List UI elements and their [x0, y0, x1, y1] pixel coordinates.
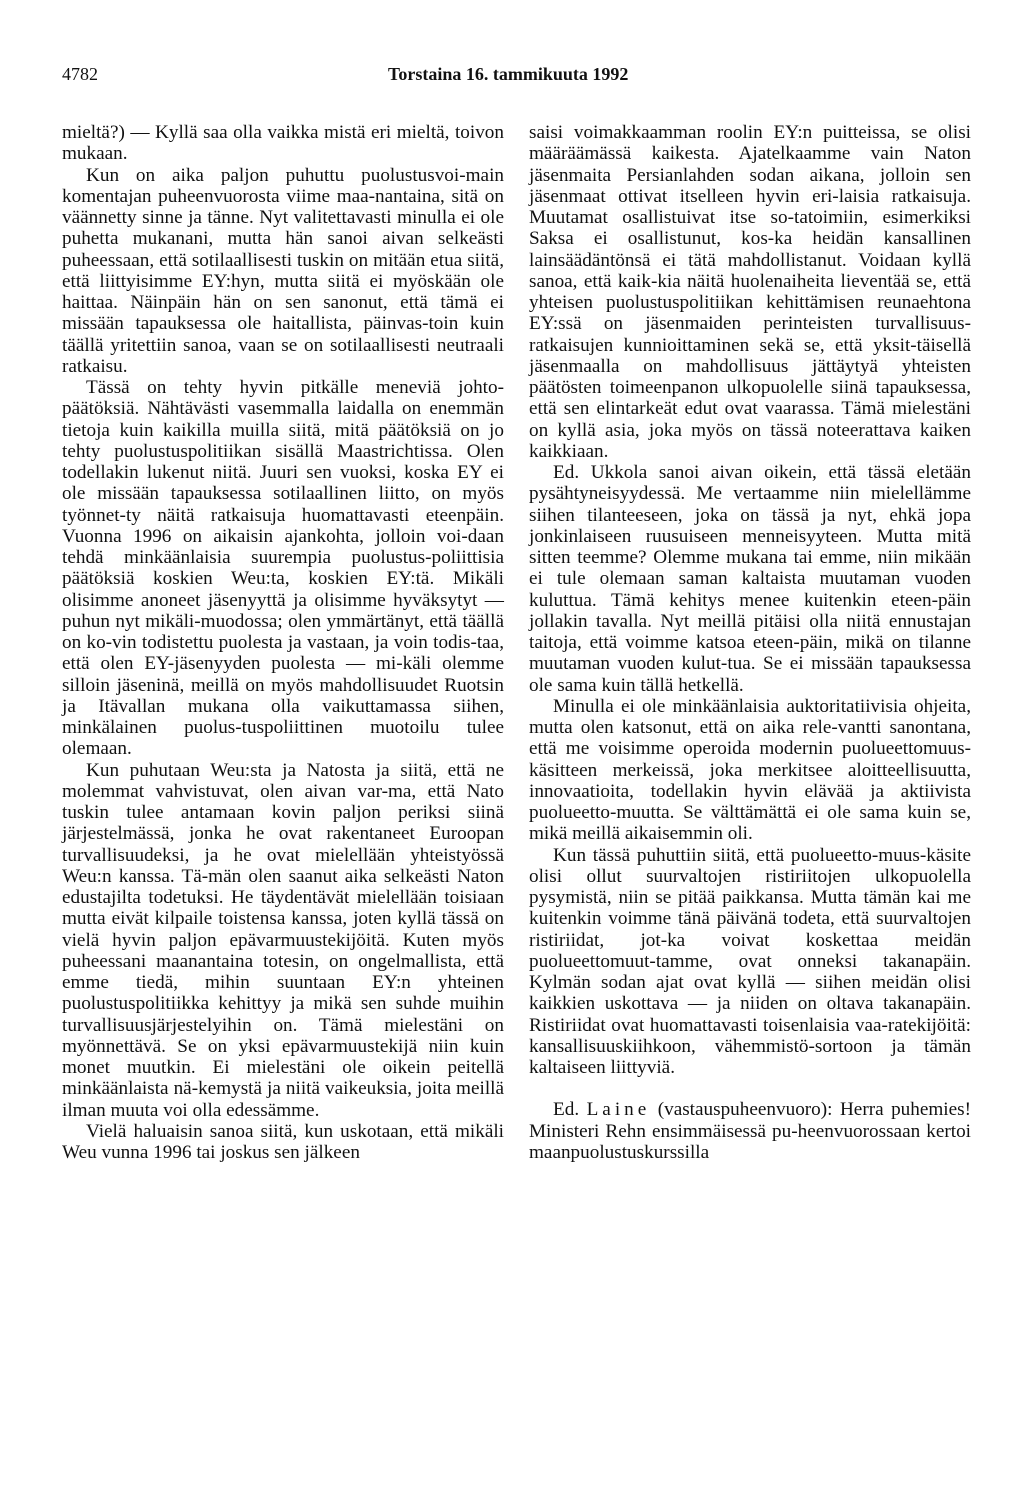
- speaker-prefix: Ed.: [553, 1099, 580, 1121]
- speaker-name: Laine: [586, 1099, 651, 1121]
- speaker-paragraph: [529, 1099, 971, 1163]
- paragraph: Vielä haluaisin sanoa siitä, kun uskotaan, että mikäli Weu vunna 1996 tai joskus sen jälkeen: [62, 1120, 504, 1163]
- right-column: [529, 122, 971, 1163]
- paragraph: Kun puhutaan Weu:sta ja Natosta ja siitä, että ne molemmat vahvistuvat, olen aivan var-ma, että Nato tuskin tulee antamaan kovin paljon periksi siinä järjestelmässä, jonka he ovat rakentaneet Euroopan turvallisuudeksi, ja he ovat mielellään yhteistyössä Weu:n kanssa. Tä-män olen saanut aika selkeästi Naton edustajilta todetuksi. He täydentävät mielellään toisiaan mutta eivät kilpaile toistensa kanssa, joten kyllä tässä on vielä hyvin paljon epävarmuustekijöitä. Kuten myös puheessani maanantaina totesin, on ongelmallista, että emme tiedä, mihin suuntaan EY:n yhteinen puolustuspolitiikka kehittyy ja mikä sen suhde muihin turvallisuusjärjestelyihin on. Tämä mielestäni on myönnettävä. Se on yksi epävarmuustekijä niin kuin monet muutkin. Ei mielestäni ole oikein peitellä minkäänlaista nä-kemystä ja niitä vaikeuksia, joita meillä ilman muuta voi olla edessämme.: [62, 759, 504, 1121]
- page-number: 4782: [62, 64, 98, 84]
- speaker-text: Herra puhemies! Ministeri Rehn ensimmäisessä pu-heenvuorossaan kertoi maanpuolustuskurssilla: [529, 1099, 971, 1163]
- paragraph: Ed. Ukkola sanoi aivan oikein, että tässä eletään pysähtyneisyydessä. Me vertaamme niin mielellämme siihen tilanteeseen, joka on tässä ja nyt, ehkä jopa jonkinlaiseen ruusuiseen menneisyyteen. Mutta mitä sitten teemme? Olemme mukana tai emme, niin mikään ei tule olemaan saman kaltaista muutaman vuoden kuluttua. Tämä kehitys menee kuitenkin eteen-päin jollakin tavalla. Nyt meillä pitäisi olla niitä ennustajan taitoja, että voimme katsoa eteen-päin, mikä on tilanne muutaman vuoden kulut-tua. Se ei missään tapauksessa ole sama kuin tällä hetkellä.: [529, 462, 971, 696]
- page-header: [62, 64, 992, 88]
- paragraph: Minulla ei ole minkäänlaisia auktoritatiivisia ohjeita, mutta olen katsonut, että on aika rele-vantti sanontana, että me voisimme operoida modernin puolueettomuus-käsitteen merkeissä, joka merkitsee aloitteellisuutta, innovaatioita, todellakin hyvin elävää ja aktiivista puolueetto-muutta. Se välttämättä ei ole sama kuin se, mikä meillä aikaisemmin oli.: [529, 695, 971, 845]
- speaker-role: (vastauspuheenvuoro):: [657, 1099, 833, 1121]
- paragraph: Tässä on tehty hyvin pitkälle meneviä johto-päätöksiä. Nähtävästi vasemmalla laidalla on enemmän tietoja kuin kaikilla muilla siitä, mitä päätöksiä on jo tehty puolustuspolitiikan sisällä Maastrichtissa. Olen todellakin lukenut niitä. Juuri sen vuoksi, koska EY ei ole missään tapauksessa sotilaallinen liitto, on myös työnnet-ty näitä ratkaisuja huomattavasti eteenpäin. Vuonna 1996 on aikaisin ajankohta, jolloin voi-daan tehdä minkäänlaisia suurempia puolustus-poliittisia päätöksiä koskien Weu:ta, koskien EY:tä. Mikäli olisimme anoneet jäsenyyttä ja olisimme hyväksytyt — puhun nyt mikäli-muodossa; olen ymmärtänyt, että täällä on ko-vin todistettu puolesta ja vastaan, ja voin todis-taa, että olen EY-jäsenyyden puolesta — mi-käli olemme silloin jäseninä, meillä on myös mahdollisuudet Ruotsin ja Itävallan mukana olla vaikuttamassa siihen, minkälainen puolus-tuspoliittinen muotoilu tulee olemaan.: [62, 377, 504, 760]
- paragraph: Kun tässä puhuttiin siitä, että puolueetto-muus-käsite olisi ollut suurvaltojen ristiriitojen ulkopuolella pysymistä, niin se pitää paikkansa. Mutta tämän kai me kuitenkin voimme tänä päivänä todeta, että suurvaltojen ristiriidat, jot-ka voivat koskettaa meidän puolueettomuut-tamme, ovat onneksi takanapäin. Kylmän sodan ajat ovat kyllä — siihen meidän olisi kaikkien uskottava — ja niiden on oltava takanapäin. Ristiriidat ovat huomattavasti toisenlaisia vaa-ratekijöitä: kansallisuuskiihkoon, vähemmistö-sortoon ja tämän kaltaiseen liittyviä.: [529, 844, 971, 1078]
- paragraph: Kun on aika paljon puhuttu puolustusvoi-main komentajan puheenvuorosta viime maa-nantaina, sitä on väännetty sinne ja tänne. Nyt valitettavasti minulla ei ole puhetta mukanani, mutta hän sanoi aivan selkeästi puheessaan, että sotilaallisesti tuskin on mitään etua siitä, että liittyisimme EY:hyn, mutta siitä ei myöskään ole haittaa. Näinpäin hän on sen sanonut, että tämä ei missään tapauksessa ole haitallista, päinvas-toin kuin täällä yritettiin sanoa, vaan se on sotilaallisesti neutraali ratkaisu.: [62, 164, 504, 377]
- page-date: Torstaina 16. tammikuuta 1992: [388, 64, 629, 84]
- paragraph: saisi voimakkaamman roolin EY:n puitteissa, se olisi määräämässä kaikesta. Ajatelkaamme vain Naton jäsenmaita Persianlahden sodan aikana, jolloin sen jäsenmaat ottivat itselleen hyvin eri-laisia ratkaisuja. Muutamat osallistuivat itse so-tatoimiin, esimerkiksi Saksa ei osallistunut, kos-ka heidän kansallinen lainsäädäntönsä ei tätä mahdollistanut. Voidaan kyllä sanoa, että kaik-kia näitä huolenaiheita lieventää se, että yhteisen puolustuspolitiikan kehittämisen reunaehtona EY:ssä on jäsenmaiden perinteisten turvallisuus-ratkaisujen kunnioittaminen sekä se, että yksit-täisellä jäsenmaalla on mahdollisuus jättäytyä yhteisten päätösten toimeenpanon ulkopuolelle siinä tapauksessa, että sen elintarkeät edut ovat vaarassa. Tämä mielestäni on kyllä asia, joka myös on tässä noteerattava kaiken kaikkiaan.: [529, 122, 971, 462]
- paragraph: mieltä?) — Kyllä saa olla vaikka mistä eri mieltä, toivon mukaan.: [62, 122, 504, 165]
- left-column: [62, 122, 504, 1163]
